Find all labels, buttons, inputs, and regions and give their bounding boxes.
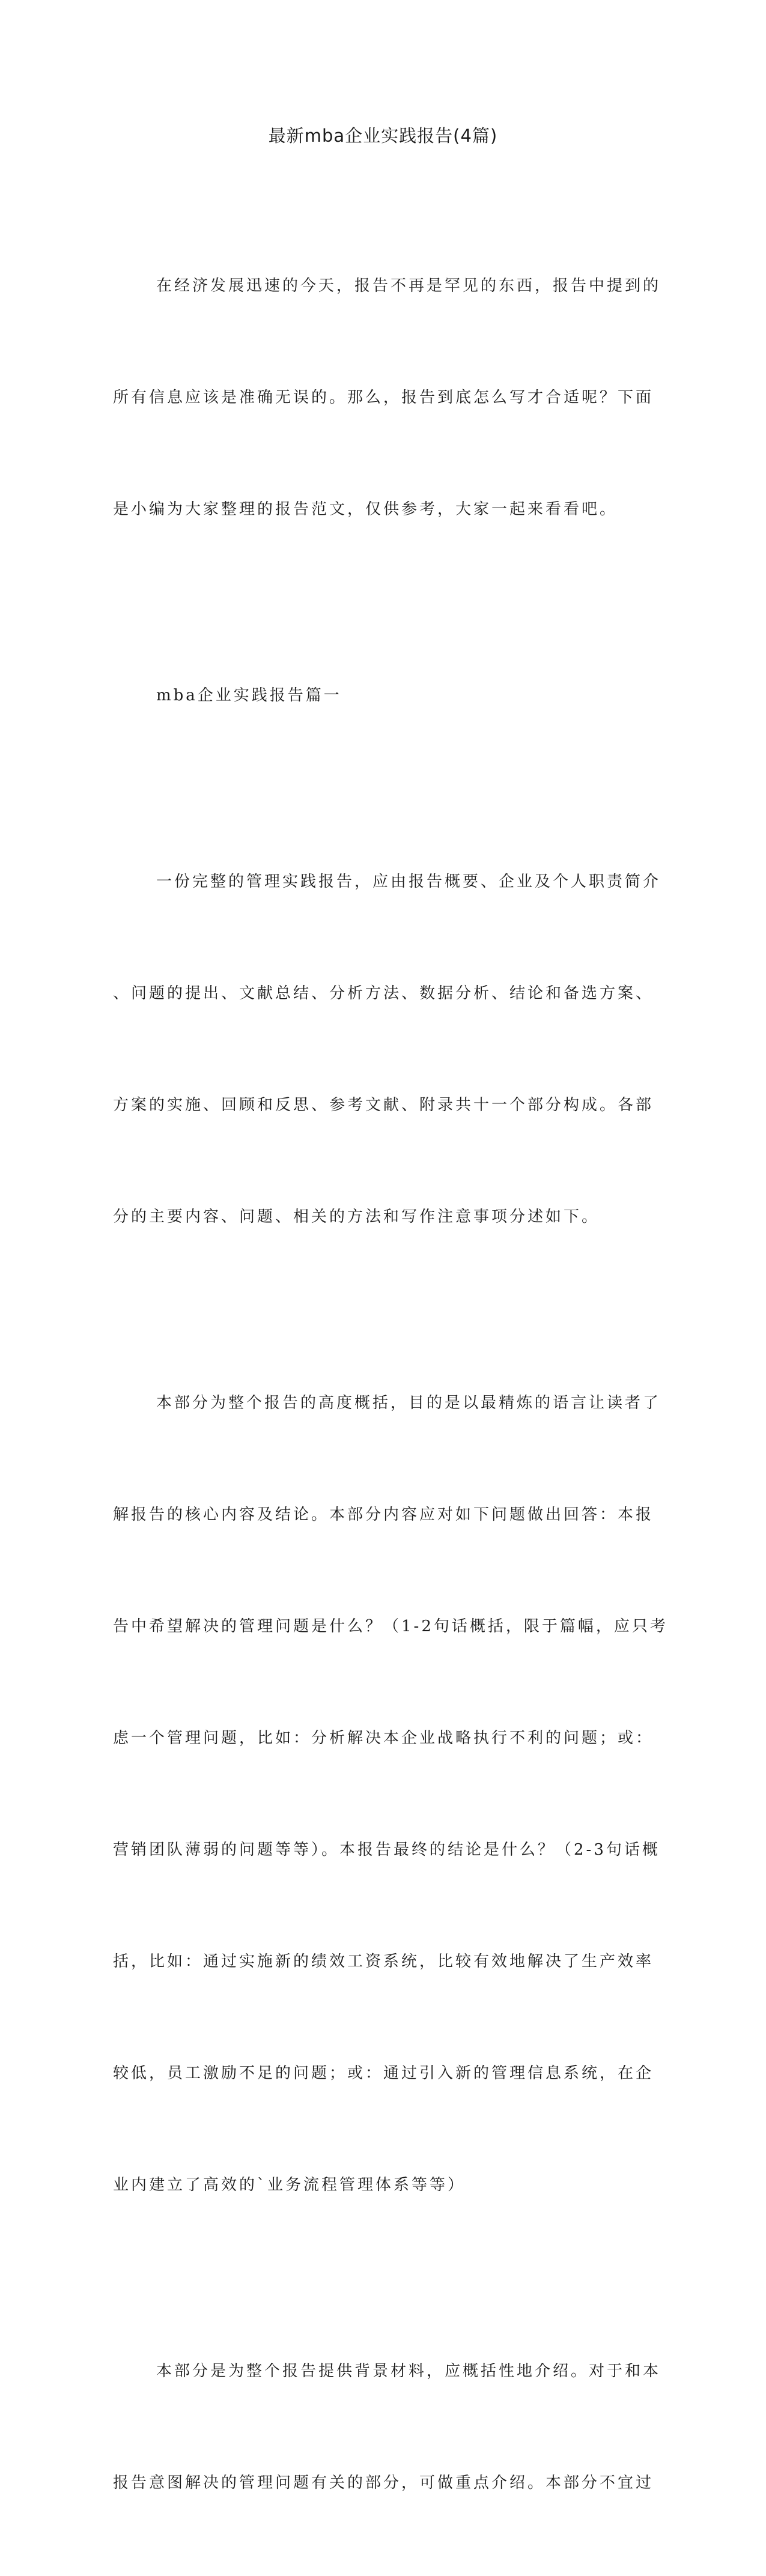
- text-line: 、问题的提出、文献总结、分析方法、数据分析、结论和备选方案、: [113, 984, 654, 1002]
- text-line: 是小编为大家整理的报告范文，仅供参考，大家一起来看看吧。: [113, 500, 618, 518]
- text-line: 方案的实施、回顾和反思、参考文献、附录共十一个部分构成。各部: [113, 1096, 654, 1114]
- text-line: 本部分是为整个报告提供背景材料，应概括性地介绍。对于和本: [156, 2362, 661, 2380]
- paragraph-structure: [113, 789, 661, 1310]
- document-title: 最新mba企业实践报告(4篇): [268, 126, 498, 146]
- text-line: 在经济发展迅速的今天，报告不再是罕见的东西，报告中提到的: [156, 277, 661, 295]
- text-line: 业内建立了高效的`业务流程管理体系等等）: [113, 2176, 466, 2194]
- document-body: [113, 193, 668, 2576]
- text-line: 报告意图解决的管理问题有关的部分，可做重点介绍。本部分不宜过: [113, 2474, 654, 2492]
- text-line: 所有信息应该是准确无误的。那么，报告到底怎么写才合适呢？下面: [113, 389, 654, 407]
- text-line: mba企业实践报告篇一: [156, 686, 342, 705]
- text-line: 本部分为整个报告的高度概括，目的是以最精炼的语言让读者了: [156, 1394, 661, 1412]
- text-line: 告中希望解决的管理问题是什么？（1-2句话概括，限于篇幅，应只考: [113, 1617, 668, 1635]
- paragraph-background: [113, 2278, 661, 2576]
- text-line: 一份完整的管理实践报告，应由报告概要、企业及个人职责简介: [156, 873, 661, 891]
- text-line: 营销团队薄弱的问题等等）。本报告最终的结论是什么？（2-3句话概: [113, 1841, 660, 1859]
- text-line: 括，比如：通过实施新的绩效工资系统，比较有效地解决了生产效率: [113, 1953, 654, 1971]
- paragraph-intro: [113, 193, 661, 602]
- text-line: 分的主要内容、问题、相关的方法和写作注意事项分述如下。: [113, 1208, 600, 1226]
- text-line: 解报告的核心内容及结论。本部分内容应对如下问题做出回答：本报: [113, 1506, 654, 1524]
- paragraph-summary: [113, 1310, 668, 2278]
- text-line: 虑一个管理问题，比如：分析解决本企业战略执行不利的问题；或：: [113, 1729, 654, 1747]
- text-line: 较低，员工激励不足的问题；或：通过引入新的管理信息系统，在企: [113, 2064, 654, 2082]
- section-heading: [113, 602, 642, 789]
